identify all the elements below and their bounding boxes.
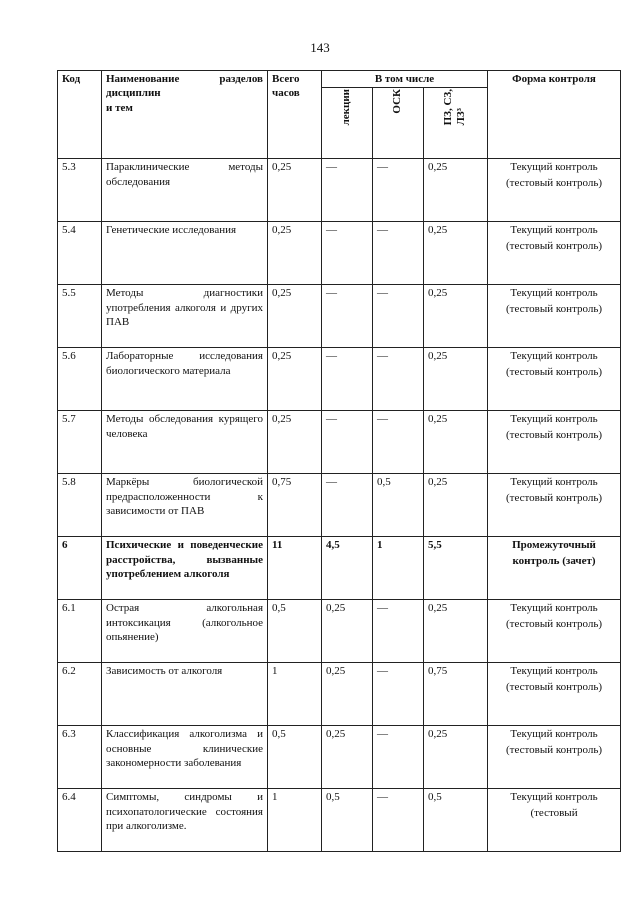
header-name-part4: и тем bbox=[106, 101, 133, 114]
cell-osk: — bbox=[373, 159, 424, 222]
cell-pz: 0,25 bbox=[424, 348, 488, 411]
cell-pz: 0,25 bbox=[424, 726, 488, 789]
cell-code: 5.8 bbox=[58, 474, 102, 537]
cell-lectures: — bbox=[322, 411, 373, 474]
cell-osk: — bbox=[373, 222, 424, 285]
cell-hours: 11 bbox=[268, 537, 322, 600]
cell-osk: — bbox=[373, 789, 424, 852]
cell-code: 6.3 bbox=[58, 726, 102, 789]
cell-form: Промежуточный контроль (зачет) bbox=[488, 537, 621, 600]
cell-osk: 0,5 bbox=[373, 474, 424, 537]
cell-hours: 0,25 bbox=[268, 159, 322, 222]
header-lectures: лекции bbox=[340, 89, 353, 126]
cell-lectures: 4,5 bbox=[322, 537, 373, 600]
cell-hours: 0,25 bbox=[268, 411, 322, 474]
cell-pz: 0,25 bbox=[424, 285, 488, 348]
table-row bbox=[58, 663, 621, 726]
cell-name: Острая алкогольная интоксикация (алкогольное опьянение) bbox=[102, 600, 268, 663]
cell-name: Лабораторные исследования биологического материала bbox=[102, 348, 268, 411]
table-row bbox=[58, 348, 621, 411]
cell-lectures: 0,25 bbox=[322, 600, 373, 663]
cell-name: Симптомы, синдромы и психопатологические состояния при алкоголизме. bbox=[102, 789, 268, 852]
cell-form: Текущий контроль (тестовый контроль) bbox=[488, 600, 621, 663]
cell-name: Психические и поведенческие расстройства, вызванные употреблением алкоголя bbox=[102, 537, 268, 600]
header-control-form: Форма контроля bbox=[488, 71, 621, 159]
header-code: Код bbox=[58, 71, 102, 159]
cell-pz: 5,5 bbox=[424, 537, 488, 600]
cell-code: 5.5 bbox=[58, 285, 102, 348]
cell-osk: — bbox=[373, 600, 424, 663]
cell-lectures: 0,5 bbox=[322, 789, 373, 852]
header-pz-cell bbox=[424, 88, 488, 159]
cell-code: 5.4 bbox=[58, 222, 102, 285]
header-hours-line2: часов bbox=[272, 87, 300, 100]
cell-code: 6.1 bbox=[58, 600, 102, 663]
cell-name: Методы обследования курящего человека bbox=[102, 411, 268, 474]
cell-hours: 1 bbox=[268, 663, 322, 726]
table-row bbox=[58, 537, 621, 600]
cell-hours: 0,25 bbox=[268, 348, 322, 411]
header-name-part2: разделов bbox=[219, 73, 263, 85]
cell-name: Методы диагностики употребления алкоголя и других ПАВ bbox=[102, 285, 268, 348]
header-pz bbox=[442, 89, 468, 125]
cell-code: 6 bbox=[58, 537, 102, 600]
header-hours-line1: Всего bbox=[272, 73, 300, 85]
cell-hours: 1 bbox=[268, 789, 322, 852]
header-name-part1: Наименование bbox=[106, 73, 180, 85]
cell-pz: 0,25 bbox=[424, 222, 488, 285]
cell-osk: — bbox=[373, 285, 424, 348]
cell-osk: 1 bbox=[373, 537, 424, 600]
cell-form: Текущий контроль (тестовый контроль) bbox=[488, 159, 621, 222]
cell-hours: 0,25 bbox=[268, 285, 322, 348]
cell-lectures: 0,25 bbox=[322, 726, 373, 789]
cell-osk: — bbox=[373, 411, 424, 474]
cell-hours: 0,75 bbox=[268, 474, 322, 537]
header-lectures-cell bbox=[322, 88, 373, 159]
cell-pz: 0,25 bbox=[424, 600, 488, 663]
cell-osk: — bbox=[373, 663, 424, 726]
cell-lectures: — bbox=[322, 222, 373, 285]
table-row bbox=[58, 222, 621, 285]
cell-form: Текущий контроль (тестовый bbox=[488, 789, 621, 852]
table-row bbox=[58, 285, 621, 348]
cell-form: Текущий контроль (тестовый контроль) bbox=[488, 348, 621, 411]
cell-form: Текущий контроль (тестовый контроль) bbox=[488, 726, 621, 789]
cell-pz: 0,25 bbox=[424, 411, 488, 474]
cell-osk: — bbox=[373, 348, 424, 411]
cell-lectures: — bbox=[322, 159, 373, 222]
cell-form: Текущий контроль (тестовый контроль) bbox=[488, 222, 621, 285]
header-name-part3: дисциплин bbox=[106, 87, 161, 100]
cell-hours: 0,5 bbox=[268, 600, 322, 663]
cell-name: Параклинические методы обследования bbox=[102, 159, 268, 222]
header-name bbox=[102, 71, 268, 159]
cell-name: Классификация алкоголизма и основные клинические закономерности заболевания bbox=[102, 726, 268, 789]
cell-form: Текущий контроль (тестовый контроль) bbox=[488, 474, 621, 537]
table-row bbox=[58, 159, 621, 222]
cell-form: Текущий контроль (тестовый контроль) bbox=[488, 663, 621, 726]
cell-pz: 0,5 bbox=[424, 789, 488, 852]
header-osk: ОСК bbox=[391, 89, 404, 114]
cell-code: 5.7 bbox=[58, 411, 102, 474]
cell-code: 6.4 bbox=[58, 789, 102, 852]
cell-code: 6.2 bbox=[58, 663, 102, 726]
table-row bbox=[58, 726, 621, 789]
cell-pz: 0,75 bbox=[424, 663, 488, 726]
cell-osk: — bbox=[373, 726, 424, 789]
header-hours bbox=[268, 71, 322, 159]
cell-code: 5.6 bbox=[58, 348, 102, 411]
table-row bbox=[58, 474, 621, 537]
cell-form: Текущий контроль (тестовый контроль) bbox=[488, 411, 621, 474]
header-pz-line1: ПЗ, СЗ, bbox=[442, 89, 455, 126]
cell-name: Генетические исследования bbox=[102, 222, 268, 285]
table-header bbox=[58, 71, 621, 159]
cell-pz: 0,25 bbox=[424, 474, 488, 537]
cell-name: Зависимость от алкоголя bbox=[102, 663, 268, 726]
table-row bbox=[58, 789, 621, 852]
table-row bbox=[58, 411, 621, 474]
cell-code: 5.3 bbox=[58, 159, 102, 222]
page-number: 143 bbox=[310, 40, 330, 55]
header-pz-line2: ЛЗ³ bbox=[455, 108, 468, 126]
cell-lectures: — bbox=[322, 285, 373, 348]
table-body bbox=[58, 159, 621, 852]
curriculum-table bbox=[57, 70, 621, 852]
cell-pz: 0,25 bbox=[424, 159, 488, 222]
cell-hours: 0,25 bbox=[268, 222, 322, 285]
header-osk-cell bbox=[373, 88, 424, 159]
table-row bbox=[58, 600, 621, 663]
header-including: В том числе bbox=[322, 71, 488, 88]
cell-lectures: 0,25 bbox=[322, 663, 373, 726]
cell-form: Текущий контроль (тестовый контроль) bbox=[488, 285, 621, 348]
cell-lectures: — bbox=[322, 348, 373, 411]
cell-lectures: — bbox=[322, 474, 373, 537]
cell-name: Маркёры биологической предрасположенности к зависимости от ПАВ bbox=[102, 474, 268, 537]
cell-hours: 0,5 bbox=[268, 726, 322, 789]
